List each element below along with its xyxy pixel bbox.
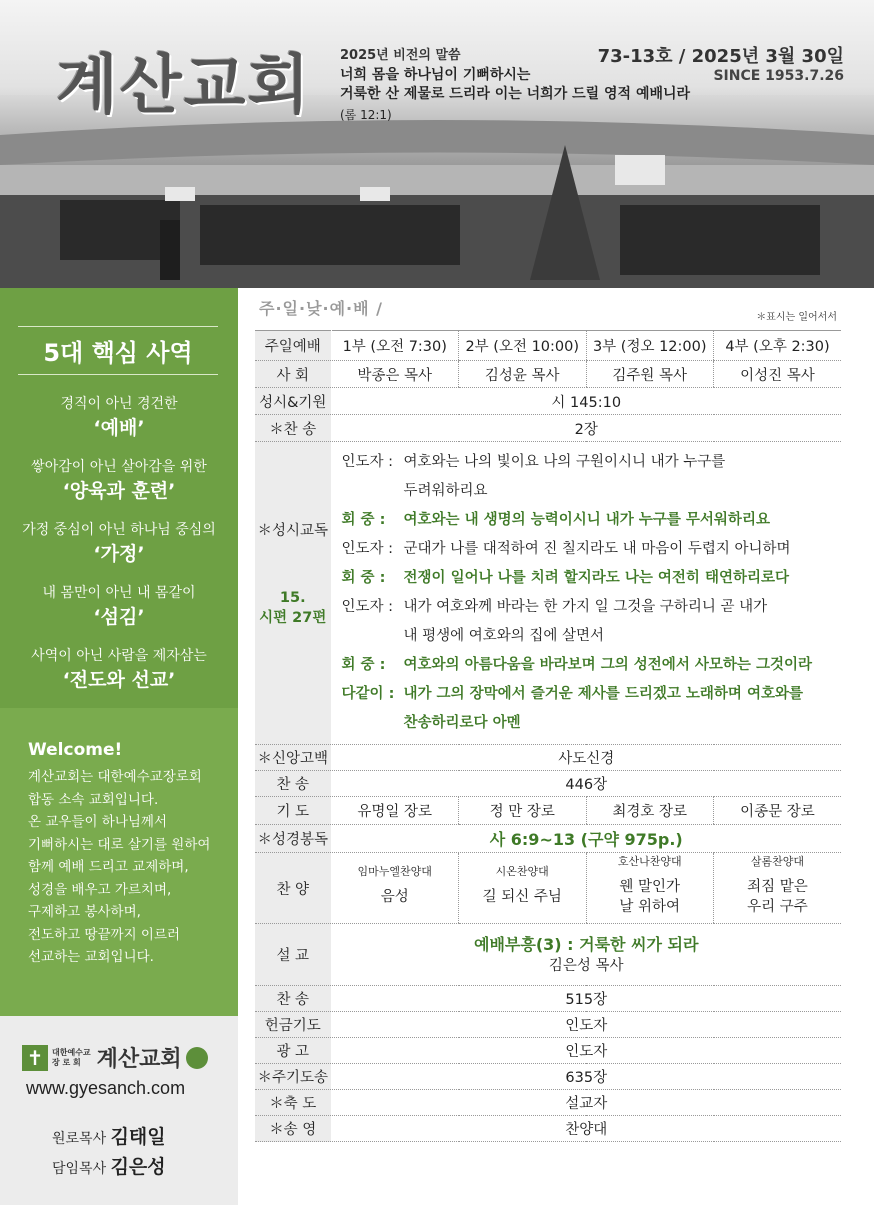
responsive-text: 여호와는 내 생명의 능력이시니 내가 누구를 무서워하리요 <box>403 512 770 528</box>
responsive-label: ＊성시교독 <box>257 523 329 539</box>
responsive-text: 내가 그의 장막에서 즐거운 제사를 드리겠고 노래하며 여호와를 <box>403 686 804 702</box>
core-ministry-item <box>0 394 238 457</box>
responsive-lines <box>332 442 842 744</box>
prayer-elder: 정 만 장로 <box>459 797 587 825</box>
table-row <box>255 924 841 986</box>
postlude-value: 찬양대 <box>331 1116 841 1142</box>
table-row <box>255 771 841 797</box>
presider: 이성진 목사 <box>714 361 842 388</box>
row-label: 찬 송 <box>255 771 331 797</box>
row-label: 찬 양 <box>255 853 331 924</box>
logo-name: 계산교회 <box>96 1047 182 1072</box>
core-ministry-item <box>0 520 238 583</box>
hymn-value: 515장 <box>331 986 841 1012</box>
sermon-title: 예배부흥(3) : 거룩한 씨가 되라 <box>474 934 699 954</box>
choir-song: 죄짐 맡은 우리 구주 <box>747 879 808 915</box>
service-time: 3부 (정오 12:00) <box>586 331 714 361</box>
core-main: ‘섬김’ <box>93 606 145 628</box>
core-ministry-title: 5대 핵심 사역 <box>18 326 218 375</box>
core-sub: 경직이 아닌 경건한 <box>60 396 178 412</box>
vision-reference: (롬 12:1) <box>340 108 392 122</box>
presider: 박종은 목사 <box>331 361 459 388</box>
benediction-value: 설교자 <box>331 1090 841 1116</box>
responsive-speaker: 인도자 : <box>341 599 394 615</box>
responsive-line <box>342 448 838 477</box>
sermon-preacher: 김은성 목사 <box>548 957 624 974</box>
announcement-value: 인도자 <box>331 1038 841 1064</box>
welcome-line: 성경을 배우고 가르치며, <box>28 881 172 898</box>
core-ministry-item <box>0 646 238 709</box>
row-label: ＊주기도송 <box>255 1064 331 1090</box>
welcome-line: 계산교회는 대한예수교장로회 <box>28 769 202 785</box>
call-value: 시 145:10 <box>331 388 841 415</box>
row-label: 광 고 <box>255 1038 331 1064</box>
core-ministry-panel <box>0 288 238 708</box>
row-label: ＊축 도 <box>255 1090 331 1116</box>
service-time: 2부 (오전 10:00) <box>459 331 587 361</box>
row-label: 성시&기원 <box>255 388 331 415</box>
responsive-line <box>342 651 838 680</box>
logo-small-line: 대한예수교 <box>52 1047 91 1057</box>
issue-date: 73-13호 / 2025년 3월 30일 <box>597 46 844 67</box>
responsive-text: 군대가 나를 대적하여 진 칠지라도 내 마음이 두렵지 아니하며 <box>403 541 791 557</box>
welcome-line: 기뻐하시는 대로 살기를 원하여 <box>28 836 211 853</box>
welcome-line: 온 교우들이 하나님께서 <box>28 814 167 830</box>
table-row <box>255 361 841 388</box>
sidebar <box>0 288 238 1205</box>
choir-name: 살롬찬양대 <box>750 855 805 868</box>
pastor-role: 담임목사 <box>52 1161 107 1177</box>
core-ministry-item <box>0 457 238 520</box>
cross-icon: ✝ <box>22 1045 48 1071</box>
table-row <box>255 1116 841 1142</box>
service-time: 4부 (오후 2:30) <box>714 331 842 361</box>
table-row <box>255 797 841 825</box>
choir-song: 음성 <box>380 889 409 905</box>
church-logo <box>22 1042 208 1073</box>
core-main: ‘양육과 훈련’ <box>62 480 176 502</box>
responsive-speaker: 회 중 : <box>341 512 386 528</box>
choir-cell <box>331 853 459 924</box>
table-row <box>255 1038 841 1064</box>
vision-title: 2025년 비전의 말씀 <box>340 48 461 63</box>
prayer-elder: 최경호 장로 <box>586 797 714 825</box>
welcome-line: 전도하고 땅끝까지 이르러 <box>28 926 181 943</box>
row-label: 설 교 <box>255 924 331 986</box>
responsive-line <box>342 593 838 622</box>
row-label: ＊성경봉독 <box>255 825 331 853</box>
responsive-speaker <box>342 622 404 651</box>
responsive-line <box>342 709 838 738</box>
row-label: 기 도 <box>255 797 331 825</box>
responsive-number: 15. <box>279 590 306 606</box>
responsive-line <box>342 622 838 651</box>
responsive-text: 여호와의 아름다움을 바라보며 그의 성전에서 사모하는 그것이라 <box>403 657 812 673</box>
prayer-elder: 유명일 장로 <box>331 797 459 825</box>
row-label: ＊송 영 <box>255 1116 331 1142</box>
website-link[interactable]: www.gyesanch.com <box>26 1078 186 1098</box>
vision-verse-line: 너희 몸을 하나님이 기뻐하시는 <box>340 67 531 83</box>
responsive-speaker: 다같이 : <box>341 686 395 702</box>
scripture-value: 사 6:9~13 (구약 975p.) <box>331 825 841 853</box>
table-row <box>255 1064 841 1090</box>
choir-song: 길 되신 주님 <box>482 889 562 905</box>
core-ministry-list <box>0 394 238 709</box>
responsive-psalm: 시편 27편 <box>259 610 327 626</box>
choir-name: 임마누엘찬양대 <box>357 865 432 878</box>
church-info-panel <box>0 1016 238 1205</box>
core-main: ‘가정’ <box>93 543 145 565</box>
church-name: 계산교회 <box>56 49 312 123</box>
lords-prayer-value: 635장 <box>331 1064 841 1090</box>
section-title: 주·일·낮·예·배 / <box>259 299 384 318</box>
presider: 김성윤 목사 <box>459 361 587 388</box>
responsive-line <box>342 477 838 506</box>
hymn-value: 446장 <box>331 771 841 797</box>
responsive-line <box>342 535 838 564</box>
choir-cell <box>459 853 587 924</box>
core-sub: 내 몸만이 아닌 내 몸같이 <box>42 585 196 601</box>
responsive-reading <box>331 442 841 745</box>
welcome-line: 함께 예배 드리고 교제하며, <box>28 859 189 875</box>
table-row <box>255 415 841 442</box>
responsive-speaker: 인도자 : <box>341 454 394 470</box>
row-label: ＊신앙고백 <box>255 745 331 771</box>
responsive-text: 내가 여호와께 바라는 한 가지 일 그것을 구하리니 곧 내가 <box>403 599 768 615</box>
row-label: 찬 송 <box>255 986 331 1012</box>
choir-name: 호산나찬양대 <box>617 855 682 868</box>
responsive-text: 두려워하리요 <box>403 483 488 499</box>
standing-note: ＊표시는 일어서서 <box>756 312 837 323</box>
header-banner <box>0 0 874 288</box>
welcome-block <box>28 740 210 969</box>
responsive-line <box>342 564 838 593</box>
responsive-speaker: 회 중 : <box>341 657 386 673</box>
table-row <box>255 1090 841 1116</box>
choir-cell <box>714 853 842 924</box>
pastor-name: 김태일 <box>110 1126 166 1148</box>
responsive-line <box>342 506 838 535</box>
table-row <box>255 388 841 415</box>
worship-table <box>255 330 841 1142</box>
prayer-elder: 이종문 장로 <box>714 797 842 825</box>
row-label: 헌금기도 <box>255 1012 331 1038</box>
welcome-line: 선교하는 교회입니다. <box>28 949 154 965</box>
logo-small-line: 장 로 회 <box>52 1057 81 1067</box>
offering-value: 인도자 <box>331 1012 841 1038</box>
row-label <box>255 442 331 745</box>
table-row <box>255 1012 841 1038</box>
service-time: 1부 (오전 7:30) <box>331 331 459 361</box>
pastor-role: 원로목사 <box>52 1131 107 1147</box>
choir-name: 시온찬양대 <box>495 865 549 878</box>
since-date: SINCE 1953.7.26 <box>713 68 844 84</box>
core-sub: 가정 중심이 아닌 하나님 중심의 <box>22 522 216 538</box>
table-row <box>255 331 841 361</box>
responsive-text: 여호와는 나의 빛이요 나의 구원이시니 내가 누구를 <box>403 454 726 470</box>
sermon-cell <box>331 924 841 986</box>
core-ministry-item <box>0 583 238 646</box>
core-sub: 사역이 아닌 사람을 제자삼는 <box>31 648 207 664</box>
row-label: 사 회 <box>255 361 331 388</box>
senior-pastor <box>52 1152 166 1179</box>
responsive-speaker <box>342 709 404 738</box>
responsive-speaker: 회 중 : <box>341 570 386 586</box>
hymn-value: 2장 <box>331 415 841 442</box>
pastor-name: 김은성 <box>110 1156 166 1178</box>
table-row <box>255 442 841 745</box>
table-row <box>255 853 841 924</box>
responsive-text: 내 평생에 여호와의 집에 살면서 <box>403 628 605 644</box>
responsive-line <box>342 680 838 709</box>
responsive-text: 전쟁이 일어나 나를 치려 할지라도 나는 여전히 태연하리로다 <box>403 570 790 586</box>
welcome-line: 구제하고 봉사하며, <box>28 904 141 920</box>
responsive-speaker: 인도자 : <box>341 541 394 557</box>
vision-verse <box>340 66 690 104</box>
responsive-speaker <box>342 477 404 506</box>
welcome-line: 합동 소속 교회입니다. <box>28 791 159 808</box>
logo-denomination <box>52 1048 91 1068</box>
creed-value: 사도신경 <box>331 745 841 771</box>
table-row <box>255 825 841 853</box>
welcome-title: Welcome! <box>28 740 123 760</box>
vision-verse-line: 거룩한 산 제물로 드리라 이는 너희가 드릴 영적 예배니라 <box>340 86 691 102</box>
row-label: ＊찬 송 <box>255 415 331 442</box>
responsive-text: 찬송하리로다 아멘 <box>403 715 521 731</box>
core-sub: 쌓아감이 아닌 살아감을 위한 <box>31 459 207 475</box>
core-main: ‘전도와 선교’ <box>62 669 176 691</box>
presider: 김주원 목사 <box>586 361 714 388</box>
core-main: ‘예배’ <box>93 417 145 439</box>
welcome-panel <box>0 708 238 1016</box>
choir-cell <box>586 853 714 924</box>
table-row <box>255 986 841 1012</box>
logo-mark-icon <box>186 1047 208 1069</box>
emeritus-pastor <box>52 1122 166 1149</box>
table-row <box>255 745 841 771</box>
row-label: 주일예배 <box>255 331 331 361</box>
choir-song: 웬 말인가 날 위하여 <box>619 879 681 915</box>
